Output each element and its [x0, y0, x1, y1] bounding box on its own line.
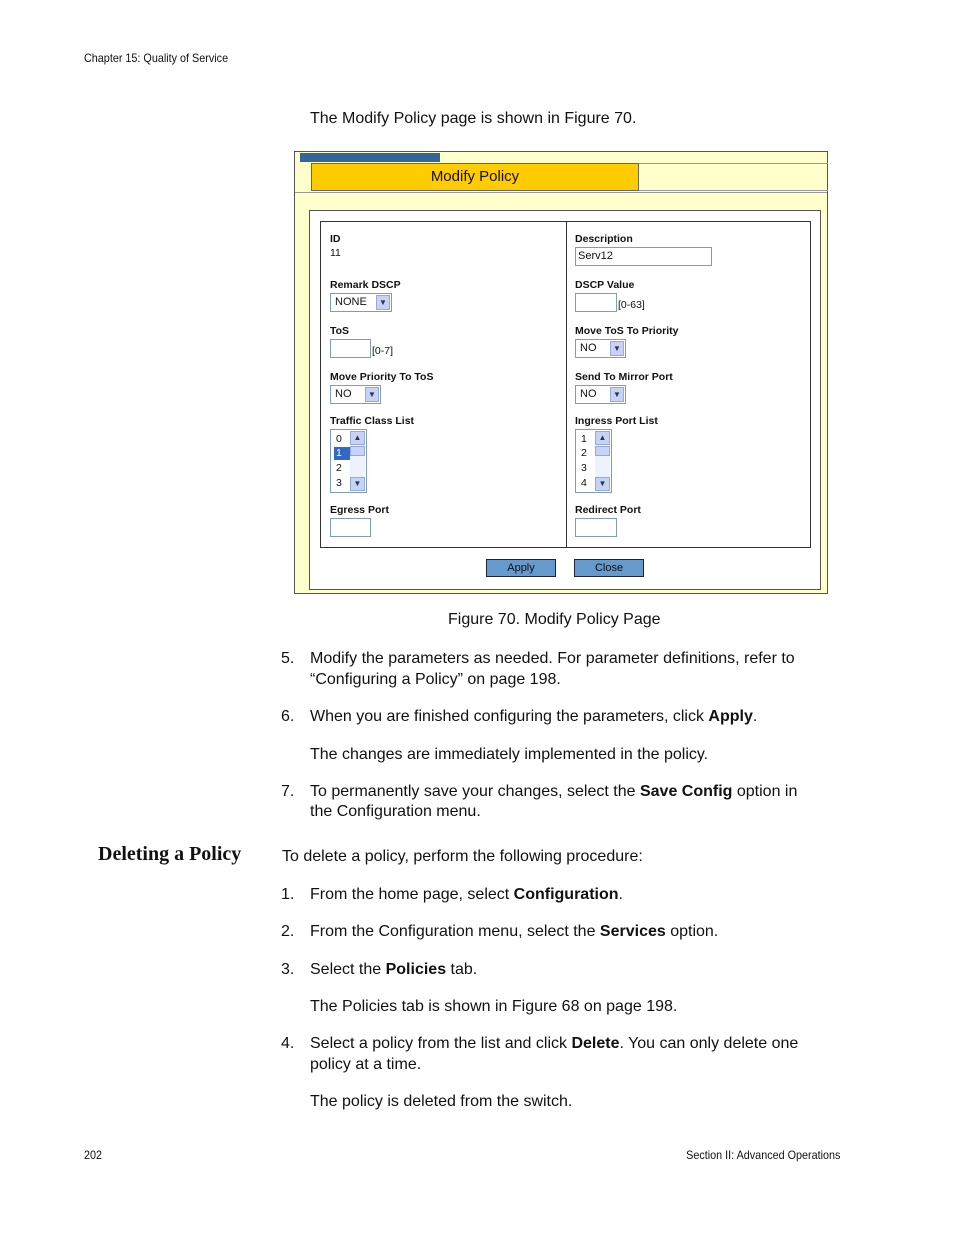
- tos-input[interactable]: [330, 339, 371, 358]
- move-priority-label: Move Priority To ToS: [330, 371, 434, 383]
- intro-text: The Modify Policy page is shown in Figure 70.: [310, 110, 637, 127]
- chevron-down-icon[interactable]: ▼: [610, 341, 624, 356]
- step-text: policy at a time.: [310, 1056, 422, 1073]
- scroll-up-icon[interactable]: ▲: [595, 431, 610, 445]
- step-text: the Configuration menu.: [310, 803, 481, 820]
- move-priority-value: NO: [335, 388, 352, 400]
- scroll-up-icon[interactable]: ▲: [350, 431, 365, 445]
- step-text: Modify the parameters as needed. For parameter definitions, refer to: [310, 650, 795, 667]
- scrollbar[interactable]: [595, 431, 610, 491]
- list-item[interactable]: 4: [581, 477, 587, 489]
- mirror-port-value: NO: [580, 388, 597, 400]
- list-item[interactable]: 3: [336, 477, 342, 489]
- scroll-down-icon[interactable]: ▼: [350, 477, 365, 491]
- scroll-down-icon[interactable]: ▼: [595, 477, 610, 491]
- section-intro: To delete a policy, perform the following procedure:: [282, 848, 643, 865]
- column-divider: [566, 222, 567, 547]
- step-text: When you are finished configuring the parameters, click Apply.: [310, 708, 758, 725]
- tos-label: ToS: [330, 325, 350, 337]
- list-item[interactable]: 2: [336, 462, 342, 474]
- step-text: From the Configuration menu, select the Services option.: [310, 923, 719, 940]
- chevron-down-icon[interactable]: ▼: [365, 387, 379, 402]
- ingress-port-label: Ingress Port List: [575, 415, 658, 427]
- step-text: To permanently save your changes, select the Save Config option in: [310, 783, 798, 800]
- scrollbar[interactable]: [350, 431, 365, 491]
- egress-port-input[interactable]: [330, 518, 371, 537]
- step-text: Select the Policies tab.: [310, 961, 478, 978]
- tos-range-hint: [0-7]: [372, 345, 394, 357]
- mirror-port-select[interactable]: [575, 385, 626, 404]
- tab-strip: [300, 153, 440, 162]
- id-value: 11: [330, 247, 341, 259]
- modify-policy-title: Modify Policy: [311, 163, 639, 191]
- move-tos-value: NO: [580, 342, 597, 354]
- list-item[interactable]: 1: [334, 447, 352, 460]
- step-text: From the home page, select Configuration.: [310, 886, 623, 903]
- step-number: 6.: [281, 708, 295, 725]
- section-heading: Deleting a Policy: [98, 843, 242, 865]
- move-tos-select[interactable]: [575, 339, 626, 358]
- redirect-port-input[interactable]: [575, 518, 617, 537]
- list-item[interactable]: 0: [336, 433, 342, 445]
- step-number: 3.: [281, 961, 295, 978]
- id-label: ID: [330, 233, 341, 245]
- title-extension: [639, 163, 828, 191]
- remark-dscp-value: NONE: [335, 296, 367, 308]
- step-number: 4.: [281, 1035, 295, 1052]
- move-priority-select[interactable]: [330, 385, 381, 404]
- step-number: 7.: [281, 783, 295, 800]
- running-header: Chapter 15: Quality of Service: [84, 51, 229, 65]
- mirror-port-label: Send To Mirror Port: [575, 371, 673, 383]
- header-divider: [295, 192, 827, 193]
- traffic-class-listbox[interactable]: [330, 429, 367, 493]
- modify-policy-figure: [294, 151, 828, 594]
- scroll-thumb[interactable]: [595, 446, 610, 456]
- chevron-down-icon[interactable]: ▼: [610, 387, 624, 402]
- close-button[interactable]: Close: [574, 559, 644, 577]
- step-number: 5.: [281, 650, 295, 667]
- dscp-value-input[interactable]: [575, 293, 617, 312]
- step-note: The policy is deleted from the switch.: [310, 1093, 573, 1110]
- step-text: Select a policy from the list and click Delete. You can only delete one: [310, 1035, 799, 1052]
- remark-dscp-label: Remark DSCP: [330, 279, 401, 291]
- move-tos-label: Move ToS To Priority: [575, 325, 679, 337]
- description-input[interactable]: Serv12: [575, 247, 712, 266]
- step-number: 2.: [281, 923, 295, 940]
- remark-dscp-select[interactable]: [330, 293, 392, 312]
- chevron-down-icon[interactable]: ▼: [376, 295, 390, 310]
- form-panel: [309, 210, 821, 590]
- list-item[interactable]: 3: [581, 462, 587, 474]
- running-footer: Section II: Advanced Operations: [685, 1148, 840, 1162]
- step-number: 1.: [281, 886, 295, 903]
- egress-port-label: Egress Port: [330, 504, 389, 516]
- page-number: 202: [84, 1148, 103, 1162]
- figure-caption: Figure 70. Modify Policy Page: [448, 611, 661, 628]
- apply-button[interactable]: Apply: [486, 559, 556, 577]
- ingress-port-listbox[interactable]: [575, 429, 612, 493]
- list-item[interactable]: 1: [581, 433, 587, 445]
- step-note: The Policies tab is shown in Figure 68 on page 198.: [310, 998, 678, 1015]
- redirect-port-label: Redirect Port: [575, 504, 641, 516]
- step-note: The changes are immediately implemented in the policy.: [310, 746, 709, 763]
- list-item[interactable]: 2: [581, 447, 587, 459]
- scroll-thumb[interactable]: [350, 446, 365, 456]
- form-grid: [320, 221, 811, 548]
- traffic-class-label: Traffic Class List: [330, 415, 415, 427]
- step-text: “Configuring a Policy” on page 198.: [310, 671, 561, 688]
- description-label: Description: [575, 233, 633, 245]
- dscp-range-hint: [0-63]: [618, 299, 645, 311]
- dscp-value-label: DSCP Value: [575, 279, 635, 291]
